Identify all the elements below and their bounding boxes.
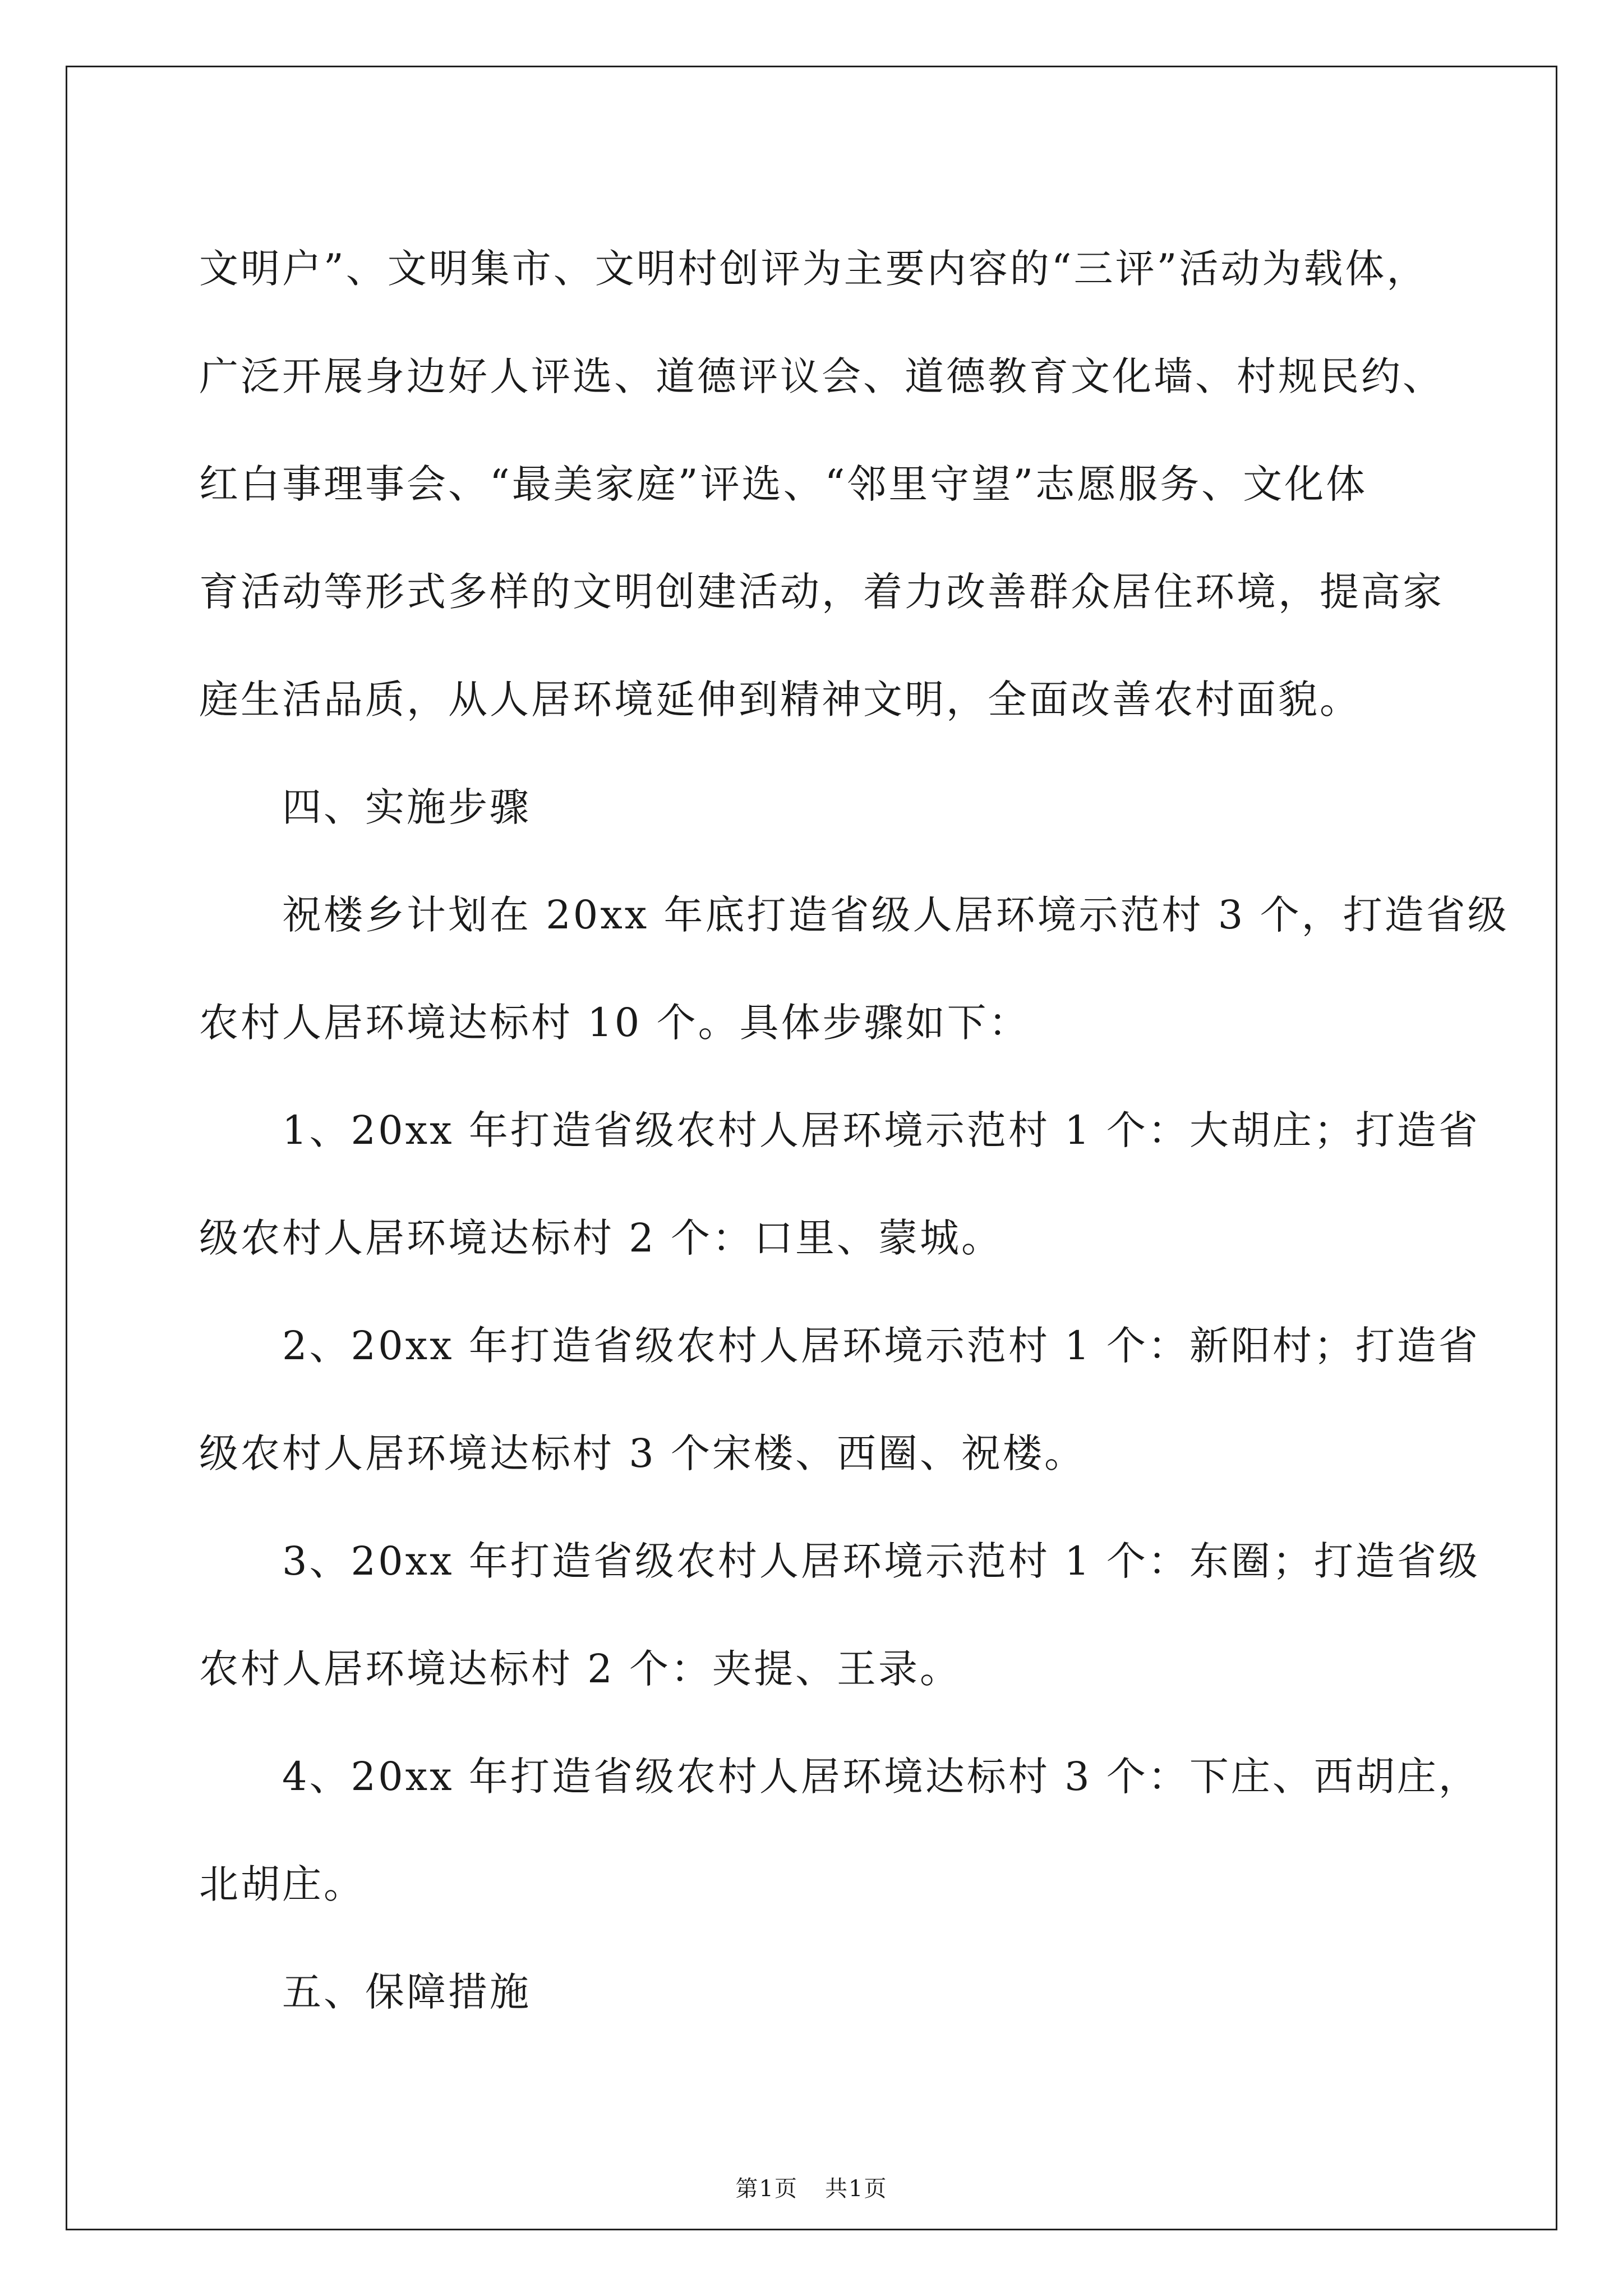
section-heading-5: 五、保障措施	[282, 1969, 531, 2015]
body-line: 广泛开展身边好人评选、道德评议会、道德教育文化墙、村规民约、	[199, 353, 1444, 399]
body-line: 级农村人居环境达标村 3 个宋楼、西圈、祝楼。	[199, 1430, 1086, 1476]
body-line: 北胡庄。	[199, 1861, 365, 1907]
step-3-line: 3、20xx 年打造省级农村人居环境示范村 1 个：东圈；打造省级	[282, 1538, 1480, 1584]
page-total: 共1页	[825, 2176, 888, 2202]
body-line: 文明户”、文明集市、文明村创评为主要内容的“三评”活动为载体，	[199, 246, 1428, 292]
body-line: 庭生活品质，从人居环境延伸到精神文明，全面改善农村面貌。	[199, 677, 1361, 723]
section-heading-4: 四、实施步骤	[282, 784, 531, 830]
body-line: 红白事理事会、“最美家庭”评选、“邻里守望”志愿服务、文化体	[199, 461, 1368, 507]
document-body	[199, 215, 1509, 2046]
step-4-line: 4、20xx 年打造省级农村人居环境达标村 3 个：下庄、西胡庄，	[282, 1754, 1480, 1800]
body-line: 育活动等形式多样的文明创建活动，着力改善群众居住环境，提高家	[199, 569, 1444, 615]
step-2-line: 2、20xx 年打造省级农村人居环境示范村 1 个：新阳村；打造省	[282, 1323, 1480, 1369]
page-number: 第1页	[735, 2176, 798, 2202]
step-1-line: 1、20xx 年打造省级农村人居环境示范村 1 个：大胡庄；打造省	[282, 1107, 1480, 1153]
body-line: 农村人居环境达标村 10 个。具体步骤如下：	[199, 1000, 1030, 1046]
body-line: 级农村人居环境达标村 2 个：口里、蒙城。	[199, 1215, 1003, 1261]
body-line: 祝楼乡计划在 20xx 年底打造省级人居环境示范村 3 个，打造省级	[282, 892, 1509, 938]
page-footer	[0, 2171, 1623, 2203]
body-line: 农村人居环境达标村 2 个：夹提、王录。	[199, 1646, 962, 1692]
